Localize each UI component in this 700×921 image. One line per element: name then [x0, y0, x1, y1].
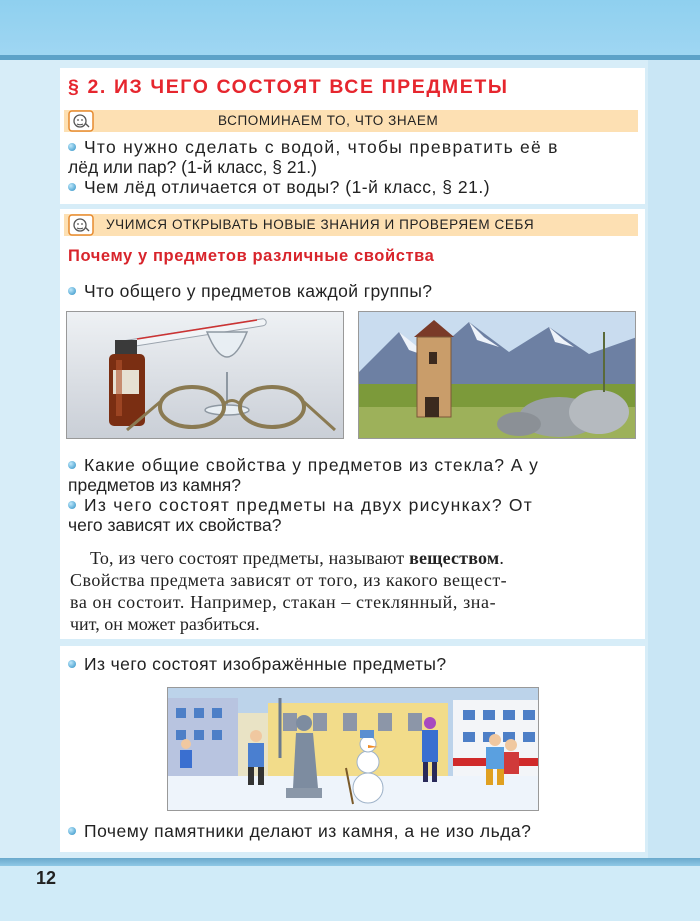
recall-question-1: Что нужно сделать с водой, чтобы превратить её в [68, 137, 559, 157]
definition-line-3: ва он состоит. Например, стакан – стеклянный, зна- [70, 592, 497, 612]
bullet-icon [68, 183, 76, 191]
learn-panel [60, 209, 645, 639]
recall-heading: ВСПОМИНАЕМ ТО, ЧТО ЗНАЕМ [218, 113, 439, 128]
practice-question-1: Из чего состоят изображённые предметы? [68, 654, 446, 674]
bullet-icon [68, 143, 76, 151]
recall-question-2: Чем лёд отличается от воды? (1-й класс, § 21.) [68, 177, 490, 197]
top-band-line [0, 55, 700, 60]
definition-line-2: Свойства предмета зависят от того, из какого вещест- [70, 570, 508, 590]
bottom-band-line [0, 858, 700, 866]
bullet-icon [68, 660, 76, 668]
learn-question-2-cont: предметов из камня? [68, 475, 242, 495]
learn-question-1: Что общего у предметов каждой группы? [68, 281, 432, 301]
glass-objects-illustration [67, 312, 344, 439]
practice-question-2: Почему памятники делают из камня, а не изо льда? [68, 821, 531, 841]
learn-heading-band [64, 214, 638, 236]
practice-panel [60, 646, 645, 852]
stone-objects-illustration [359, 312, 636, 439]
definition-line-4: чит, он может разбиться. [70, 614, 260, 634]
definition-line-1: То, из чего состоят предметы, называют веществом. [90, 548, 505, 568]
learn-heading: УЧИМСЯ ОТКРЫВАТЬ НОВЫЕ ЗНАНИЯ И ПРОВЕРЯЕМ СЕБЯ [106, 217, 535, 232]
glass-objects-picture [66, 311, 344, 439]
recall-panel [60, 68, 645, 204]
top-band [0, 0, 700, 55]
thinking-head-icon [68, 214, 94, 236]
page-number: 12 [36, 868, 57, 888]
learn-question-3: Из чего состоят предметы на двух рисунках? От [68, 495, 533, 515]
bullet-icon [68, 461, 76, 469]
defined-term: веществом [409, 548, 500, 568]
right-margin [648, 60, 700, 860]
bottom-band [0, 866, 700, 921]
thinking-head-icon [68, 110, 94, 132]
page-title: § 2. ИЗ ЧЕГО СОСТОЯТ ВСЕ ПРЕДМЕТЫ [68, 76, 509, 98]
bullet-icon [68, 501, 76, 509]
learn-question-2: Какие общие свойства у предметов из стекла? А у [68, 455, 539, 475]
section-subheading: Почему у предметов различные свойства [68, 247, 435, 265]
bullet-icon [68, 287, 76, 295]
stone-objects-picture [358, 311, 636, 439]
winter-street-picture [167, 687, 539, 811]
recall-question-1-cont: лёд или пар? (1-й класс, § 21.) [68, 157, 317, 177]
recall-heading-band [64, 110, 638, 132]
bullet-icon [68, 827, 76, 835]
definition-text [70, 547, 636, 635]
learn-question-3-cont: чего зависят их свойства? [68, 515, 282, 535]
winter-street-illustration [168, 688, 539, 811]
